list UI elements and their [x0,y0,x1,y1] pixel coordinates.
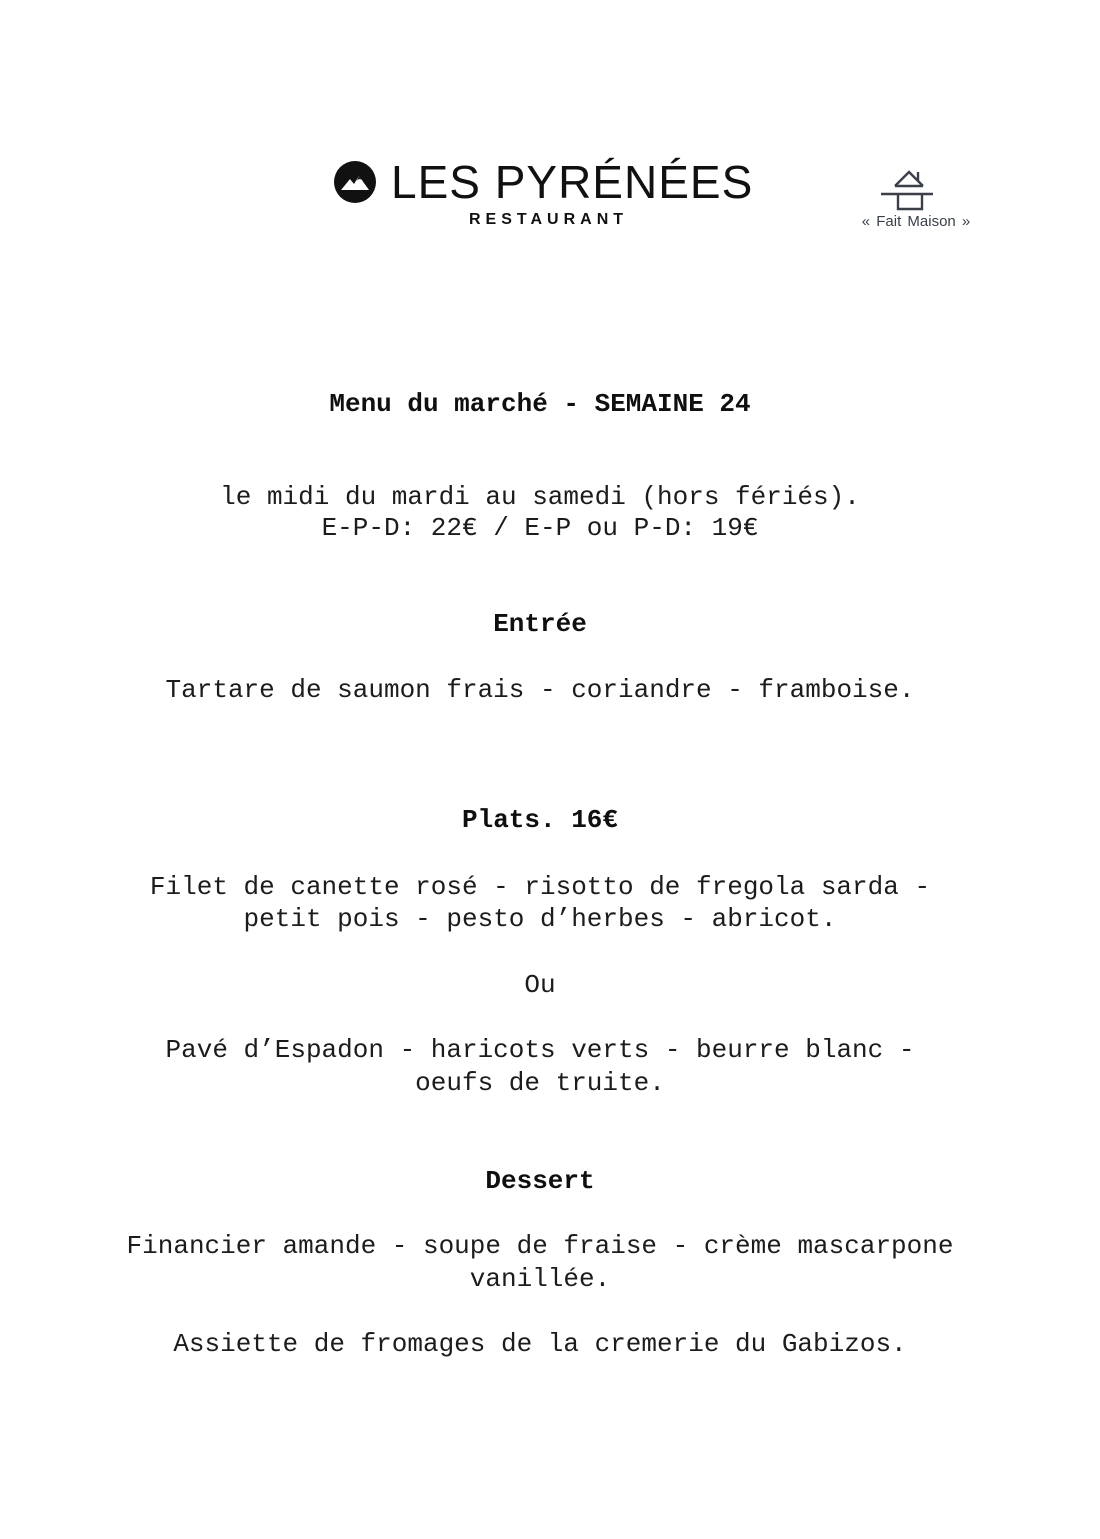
dessert-heading: Dessert [485,1166,595,1196]
logo-subtitle: RESTAURANT [469,211,629,228]
logo-name: LES PYRÉNÉES [391,156,754,208]
menu-schedule: le midi du mardi au samedi (hors fériés). [220,482,860,512]
entree-item: Tartare de saumon frais - coriandre - framboise. [165,675,915,705]
plat-2-line-2: oeufs de truite. [415,1068,665,1098]
plat-1-line-1: Filet de canette rosé - risotto de fregola sarda - [149,872,931,902]
dessert-2: Assiette de fromages de la cremerie du Gabizos. [173,1329,907,1359]
restaurant-logo [333,156,753,236]
dessert-1-line-2: vanillée. [469,1264,611,1294]
plat-1-line-2: petit pois - pesto d’herbes - abricot. [243,904,837,934]
plats-heading: Plats. 16€ [461,805,619,835]
mountain-circle-icon [333,160,377,204]
dessert-1-line-1: Financier amande - soupe de fraise - crème mascarpone [126,1231,954,1261]
menu-prices: E-P-D: 22€ / E-P ou P-D: 19€ [321,513,759,543]
menu-title: Menu du marché - SEMAINE 24 [329,389,751,419]
fait-maison-badge [848,164,984,238]
house-icon [878,166,936,212]
plat-2-line-1: Pavé d’Espadon - haricots verts - beurre blanc - [165,1035,915,1065]
fait-maison-label: « Fait Maison » [861,213,971,230]
entree-heading: Entrée [493,609,587,639]
plats-separator: Ou [524,970,556,1000]
